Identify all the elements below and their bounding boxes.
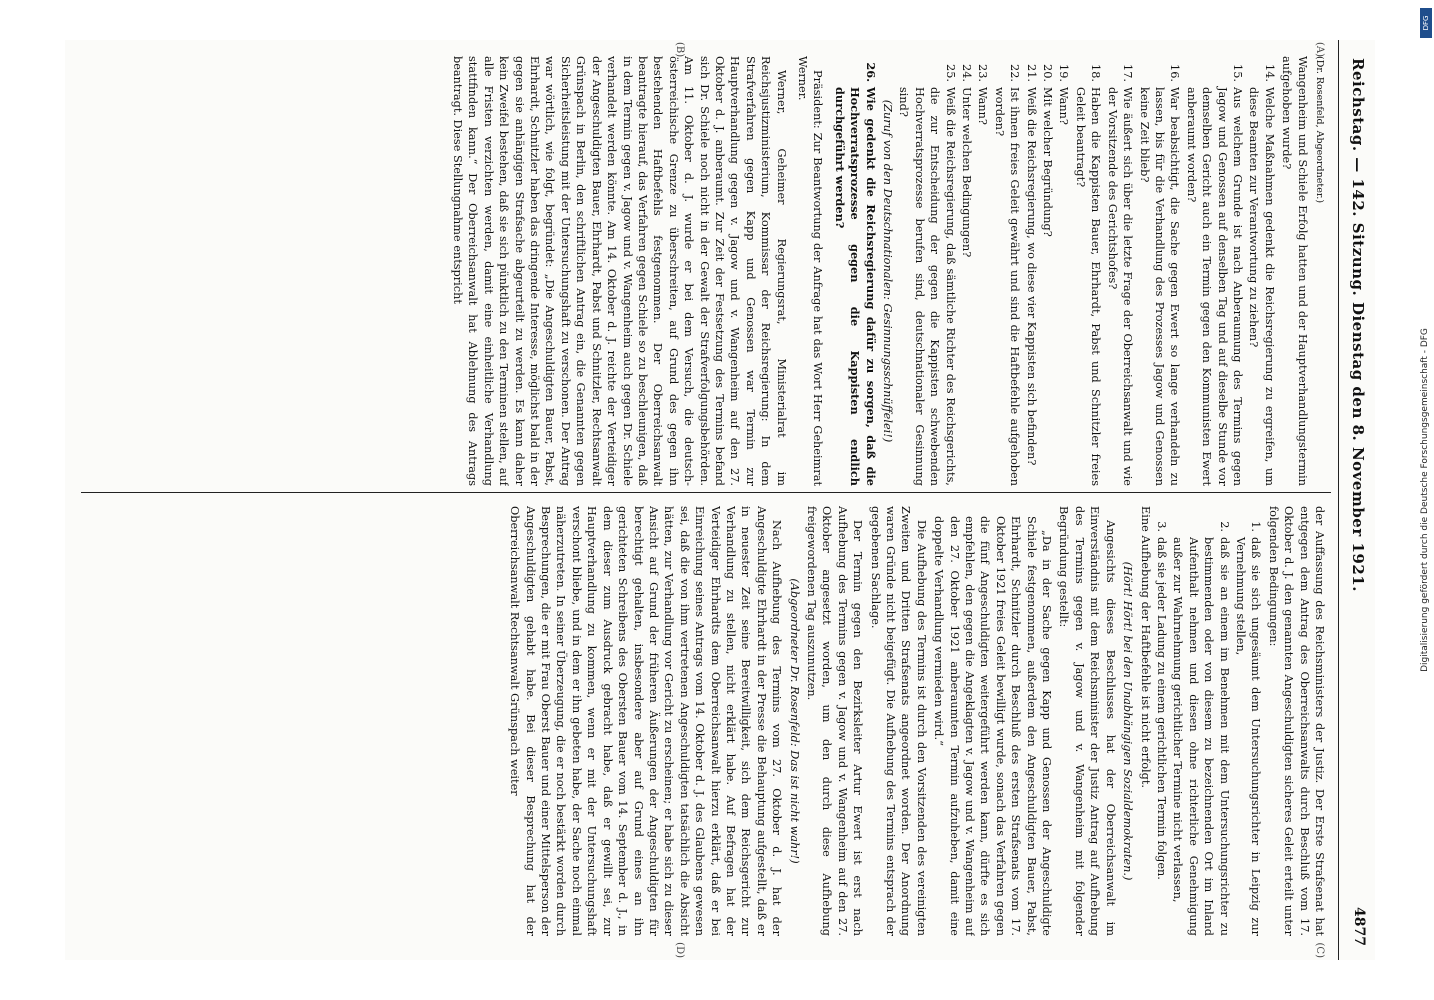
column-divider: [81, 492, 1331, 493]
left-column: [77, 56, 1327, 486]
quotation: „Da in der Sache gegen Kapp und Genossen der Angeschuldigte Schiele festgenommen, außerdem den Angeschuldigten Bauer, Pabst, Ehrhardt, Schnitzler durch Beschluß des ersten Strafsenats vom 17. Oktober 1921 freies Geleit bewilligt wurde, sonach das Verfahren gegen die fünf Angeschuldigten weitergeführt werden kann, dürfte es sich empfehlen, den gegen die Angeklagten v. Jagow und v. Wangenheim auf den 27. Oktober 1921 anberaumten Termin aufzuheben, damit eine doppelte Verhandlung vermieden wird.“: [932, 516, 1054, 936]
question-item: 23. Wann?: [976, 64, 990, 125]
paragraph: Der Termin gegen den Bezirksleiter Artur Ewert ist erst nach Aufhebung des Termins gegen v. Jagow und v. Wangenheim auf den 27. Oktober angesetzt worden, um den durch diese Aufhebung freigewordenen Tag auszunutzen.: [805, 506, 865, 936]
werner-statement: Werner, Geheimer Regierungsrat, Ministerialrat im Reichsjustizministerium, Kommissar der Reichsregierung: In dem Strafverfahren gegen Kapp und Genossen war Termin zur Hauptverhandlung gegen v. Jagow und v. Wangenheim auf den 27. Oktober d. J. anberaumt. Zur Zeit der Festsetzung des Termins befand sich Dr. Schiele noch nicht in der Gewalt der Strafverfolgungsbehörden. Am 11. Oktober d. J. wurde er bei dem Versuch, die deutsch-österreichische Grenze zu überschreiten, auf Grund des gegen ihn bestehenden Haftbefehls festgenommen. Der Oberreichsanwalt beantragte hierauf, das Verfahren gegen Schiele so zu beschleunigen, daß in dem Termin gegen v. Jagow und v. Wangenheim auch gegen Dr. Schiele verhandelt werden könnte. Am 14. Oktober d. J. reichte der Verteidiger der Angeschuldigten Bauer, Ehrhardt, Pabst und Schnitzler, Rechtsanwalt Grünspach in Berlin, den schriftlichen Antrag ein, die Genannten gegen Sicherheitsleistung mit der Untersuchungshaft zu verschonen. Der Antrag war wörtlich, wie folgt, begründet: „Die Angeschuldigten Bauer, Pabst, Ehrhardt, Schnitzler haben das dringende Interesse, möglichst bald in der gegen sie anhängigen Strafsache abgeurteilt zu werden. Es kann daher kein Zweifel bestehen, daß sie sich pünktlich zu den Terminen stellen, auf alle Fristen verzichten werden, damit eine einheitliche Verhandlung stattfinden kann.“ Der Oberreichsanwalt hat Ablehnung des Antrags beantragt. Diese Stellungnahme entspricht: [451, 56, 788, 486]
dfg-logo: DFG: [1420, 8, 1432, 38]
question-item: 14. Welche Maßnahmen gedenkt die Reichsregierung zu ergreifen, um diese Beamten zur Verantwortung zu ziehen?: [1247, 64, 1276, 486]
condition-item: 1. daß sie sich ungesäumt dem Untersuchungsrichter in Leipzig zur Vernehmung stellen,: [1233, 521, 1263, 936]
speaker-tag: (Dr. Rosenfeld, Abgeordneter.): [1314, 56, 1325, 204]
question-list: [896, 56, 1277, 486]
paragraph: Eine Aufhebung der Haftbefehle ist nicht erfolgt.: [1138, 506, 1152, 788]
margin-mark-c: (C): [1314, 942, 1325, 958]
margin-mark-a: (A): [1314, 42, 1325, 58]
page-number: 4877: [1351, 907, 1367, 946]
paragraph: Die Aufhebung des Termins ist durch den Vorsitzenden des vereinigten Zweiten und Dritten Strafsenats angeordnet worden. Der Anordnung waren Gründe nicht beigefügt. Die Aufhebung des Termins entsprach der gegebenen Sachlage.: [868, 506, 928, 936]
running-head: Reichstag. — 142. Sitzung. Dienstag den 8. November 1921.: [1349, 58, 1367, 592]
page-header: [1338, 40, 1375, 960]
margin-mark-d: (D): [674, 942, 685, 958]
question-item: 26. Wie gedenkt die Reichsregierung dafür zu sorgen, daß die Hochverratsprozesse gegen die Kappisten endlich durchgeführt werden?: [832, 62, 878, 486]
question-item: 16. War beabsichtigt, die Sache gegen Ewert so lange verhandeln zu lassen, bis für die Verhandlung des Prozesses Jagow und Genossen keine Zeit blieb?: [1137, 64, 1182, 486]
digitization-note: Digitalisierung gefördert durch die Deutsche Forschungsgemeinschaft - DFG: [1420, 328, 1430, 672]
paragraph: Wangenheim und Schiele Erfolg hatten und der Hauptverhandlungstermin aufgehoben wurde?: [1280, 56, 1309, 486]
president-statement: Präsident: Zur Beantwortung der Anfrage hat das Wort Herr Geheimrat Werner.: [796, 56, 825, 486]
question-item: 21. Weiß die Reichsregierung, wo diese vier Kappisten sich befinden?: [1024, 64, 1038, 466]
question-item: 17. Wie äußert sich über die letzte Frage der Oberreichsanwalt und wie der Vorsitzende des Gerichtshofes?: [1105, 64, 1135, 486]
printed-page: [65, 40, 1375, 960]
paragraph: der Auffassung des Reichsministers der Justiz. Der Erste Strafsenat hat entgegen dem Antrag des Oberreichsanwalts durch Beschluß vom 17. Oktober d. J. den genannten Angeschuldigten sicheres Geleit erteilt unter folgenden Bedingungen:: [1266, 506, 1326, 936]
right-column: [77, 506, 1327, 936]
condition-item: 2. daß sie an einem im Benehmen mit dem Untersuchungsrichter zu bestimmenden oder von diesem zu bezeichnenden Ort im Inland Aufenthalt nehmen und diesen ohne richterliche Genehmigung außer zur Wahrnehmung gerichtlicher Termine nicht verlassen,: [1171, 521, 1231, 936]
paragraph: Nach Aufhebung des Termins vom 27. Oktober d. J. hat der Angeschuldigte Ehrhardt in der Presse die Behauptung aufgestellt, daß er in neuester Zeit seine Bereitwilligkeit, sich dem Reichsgericht zur Verhandlung zu stellen, nicht erklärt habe. Auf Befragen hat der Verteidiger Ehrhardts dem Oberreichsanwalt hierzu erklärt, daß er bei Einreichung seines Antrags vom 14. Oktober d. J. des Glaubens gewesen sei, daß die von ihm vertretenen Angeschuldigten tatsächlich die Absicht hätten, zur Verhandlung vor Gericht zu erscheinen; er habe sich zu dieser Ansicht auf Grund der früheren Äußerungen der Angeschuldigten für berechtigt gehalten, insbesondere aber auf Grund eines an ihn gerichteten Schreibens des Obersten Bauer vom 14. September d. J., in dem dieser zum Ausdruck gebracht habe, daß er gewillt sei, zur Hauptverhandlung zu kommen, wenn er mit der Untersuchungshaft verschont bliebe, und in dem er ihn gebeten habe, der Sache noch einmal näherzutreten. In seiner Überzeugung, die er noch bestärkt worden durch Besprechungen, die er mit Frau Oberst Bauer und einer Mittelsperson der Angeschuldigten gehabt habe. Bei dieser Besprechung hat der Oberreichsanwalt Rechtsanwalt Grünspach weiter: [508, 506, 784, 936]
interjection: (Hört! Hört! bei den Unabhängigen Sozialdemokraten.): [1121, 561, 1135, 881]
question-item: 19. Wann?: [1057, 64, 1071, 125]
question-item: 24. Unter welchen Bedingungen?: [960, 64, 974, 258]
question-item: 22. Ist ihnen freies Geleit gewährt und sind die Haftbefehle aufgehoben worden?: [992, 64, 1022, 486]
question-item: 25. Weiß die Reichsregierung, daß sämtliche Richter des Reichsgerichts, die zur Entscheidung der gegen die Kappisten schwebenden Hochverratsprozesse berufen sind, deutschnationaler Gesinnung sind?: [897, 64, 957, 486]
question-item: 20. Mit welcher Begründung?: [1041, 64, 1055, 237]
margin-mark-b: (B): [674, 42, 685, 58]
paragraph: Angesichts dieses Beschlusses hat der Oberreichsanwalt im Einverständnis mit dem Reichsminister der Justiz Antrag auf Aufhebung des Termins gegen v. Jagow und v. Wangenheim mit folgender Begründung gestellt:: [1057, 506, 1117, 936]
interjection: (Abgeordneter Dr. Rosenfeld: Das ist nicht wahr!): [787, 578, 801, 864]
interjection: (Zuruf von den Deutschnationalen: Gesinnungsschnüffelei!): [881, 99, 895, 443]
question-item: 15. Aus welchem Grunde ist nach Anberaumung des Termins gegen Jagow und Genossen auf denselben Tag und auf dieselbe Stunde vor demselben Gericht auch ein Termin gegen den Kommunisten Ewert anberaumt worden?: [1184, 64, 1244, 486]
condition-item: 3. daß sie jeder Ladung zu einem gerichtlichen Termin folgen.: [1154, 521, 1168, 880]
condition-list: [1154, 506, 1264, 936]
question-item: 18. Haben die Kappisten Bauer, Ehrhardt, Pabst und Schnitzler freies Geleit beantragt?: [1073, 64, 1103, 486]
